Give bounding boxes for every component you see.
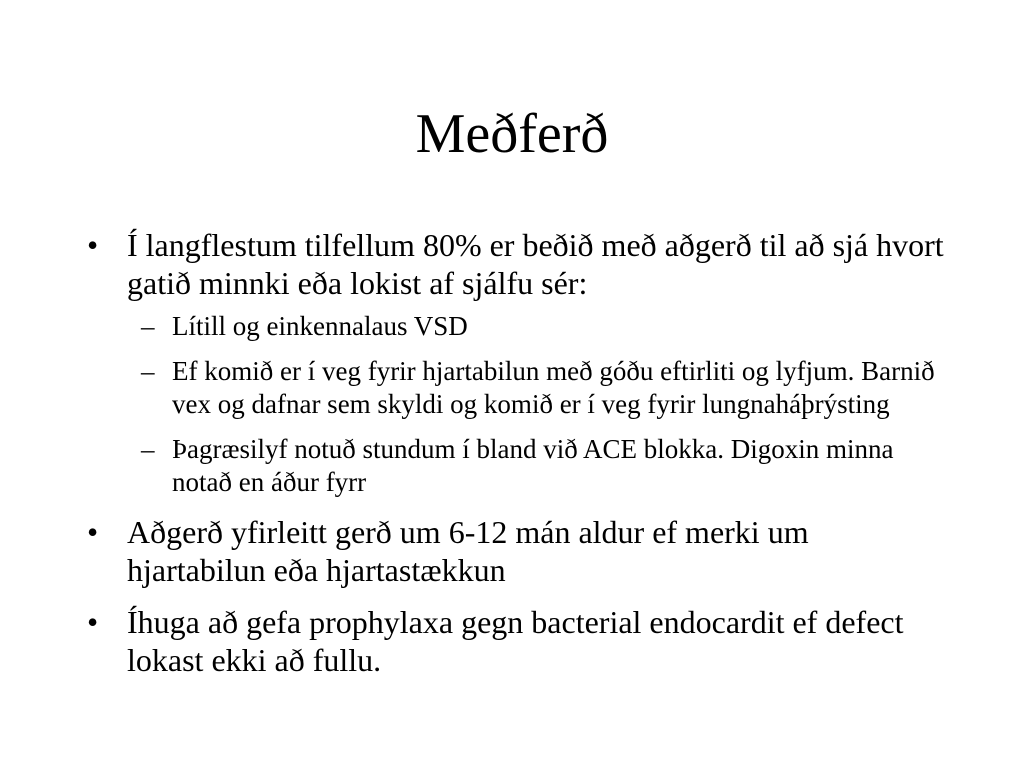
sub-bullet-text: Ef komið er í veg fyrir hjartabilun með góðu eftirliti og lyfjum. Barnið vex og dafnar sem skyldi og komið er í veg fyrir lungnaháþrýsting xyxy=(172,356,935,419)
slide-body xyxy=(84,226,954,693)
bullet-text: Í langflestum tilfellum 80% er beðið með aðgerð til að sjá hvort gatið minnki eða lokist af sjálfu sér: xyxy=(127,227,944,301)
bullet-marker: • xyxy=(87,227,99,263)
sub-bullet-marker: – xyxy=(141,311,155,341)
bullet-item xyxy=(84,226,954,499)
sub-bullet-text: Lítill og einkennalaus VSD xyxy=(172,311,468,341)
sub-bullet-marker: – xyxy=(141,434,155,464)
sub-bullet-text: Þagræsilyf notuð stundum í bland við ACE blokka. Digoxin minna notað en áður fyrr xyxy=(172,434,894,497)
bullet-item xyxy=(84,513,954,589)
sub-bullet-item xyxy=(84,310,954,343)
bullet-item xyxy=(84,603,954,679)
bullet-text: Íhuga að gefa prophylaxa gegn bacterial endocardit ef defect lokast ekki að fullu. xyxy=(127,604,904,678)
slide-title: Meðferð xyxy=(415,103,609,165)
sub-bullet-item xyxy=(84,355,954,421)
bullet-text: Aðgerð yfirleitt gerð um 6-12 mán aldur ef merki um hjartabilun eða hjartastækkun xyxy=(127,514,809,588)
bullet-marker: • xyxy=(87,514,99,550)
sub-bullet-item xyxy=(84,433,954,499)
sub-bullet-list xyxy=(127,310,954,499)
bullet-marker: • xyxy=(87,604,99,640)
sub-bullet-marker: – xyxy=(141,356,155,386)
